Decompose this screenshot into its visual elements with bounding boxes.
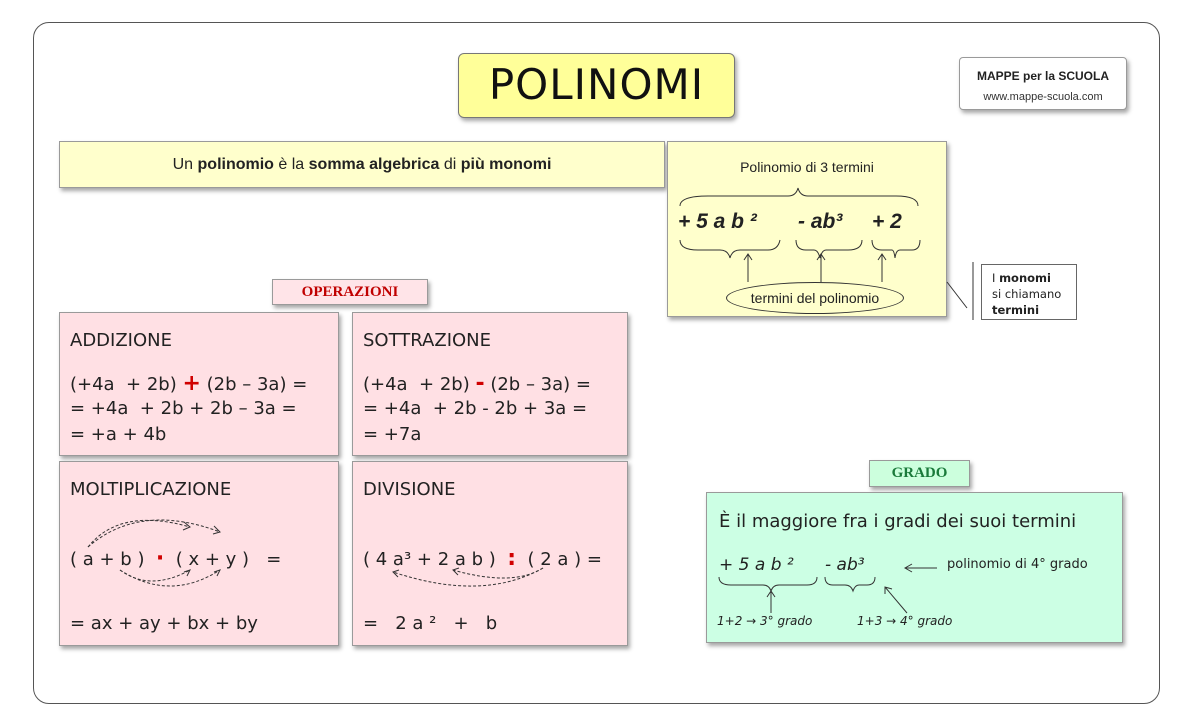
subtraction-line-2: = +4a + 2b - 2b + 3a = bbox=[363, 398, 588, 419]
def-bold: polinomio bbox=[197, 156, 274, 173]
grado-degree-1: 1+2 → 3° grado bbox=[717, 614, 813, 628]
brand-url[interactable]: www.mappe-scuola.com bbox=[983, 91, 1103, 103]
note-text: I bbox=[992, 271, 1000, 285]
times-operator: · bbox=[155, 546, 165, 571]
expr-part: ( 2 a ) = bbox=[516, 549, 602, 570]
addition-box bbox=[59, 312, 339, 456]
addition-title: ADDIZIONE bbox=[70, 330, 172, 351]
expr-part: (2b – 3a) = bbox=[200, 374, 308, 395]
division-arrows bbox=[353, 462, 629, 647]
note-text: si chiamano bbox=[992, 287, 1062, 301]
def-bold: più bbox=[460, 156, 485, 173]
grado-header: GRADO bbox=[869, 460, 970, 487]
note-connector bbox=[945, 262, 985, 322]
def-text: di bbox=[439, 156, 461, 173]
plus-operator: + bbox=[182, 371, 201, 396]
minus-operator: - bbox=[475, 371, 485, 396]
example-term-1: + 5 a b ² bbox=[678, 210, 757, 233]
brand-name: MAPPE per la SCUOLA bbox=[976, 69, 1110, 83]
def-text: Un bbox=[172, 156, 198, 173]
division-box bbox=[352, 461, 628, 646]
definition-box bbox=[59, 141, 665, 188]
expr-part: (+4a + 2b) bbox=[363, 374, 476, 395]
expr-part: (+4a + 2b) bbox=[70, 374, 183, 395]
brand-box bbox=[959, 57, 1127, 110]
multiplication-arrows bbox=[60, 462, 340, 647]
expr-part: ( 4 a³ + 2 a b ) bbox=[363, 549, 508, 570]
note-bold: monomi bbox=[999, 271, 1051, 285]
def-text: è la bbox=[273, 156, 309, 173]
grado-braces bbox=[707, 493, 1124, 644]
division-line-2: = 2 a ² + b bbox=[363, 613, 498, 634]
example-caption: Polinomio di 3 termini bbox=[740, 159, 874, 175]
multiplication-title: MOLTIPLICAZIONE bbox=[70, 479, 232, 500]
subtraction-title: SOTTRAZIONE bbox=[363, 330, 492, 351]
addition-line-1 bbox=[70, 371, 307, 396]
example-box bbox=[667, 141, 947, 317]
multiplication-line-2: = ax + ay + bx + by bbox=[70, 613, 258, 634]
example-term-2: - ab³ bbox=[798, 210, 843, 233]
expr-part: ( a + b ) bbox=[70, 549, 156, 570]
multiplication-box bbox=[59, 461, 339, 646]
def-bold: monomi bbox=[489, 156, 552, 173]
grado-term-1: + 5 a b ² bbox=[719, 555, 794, 575]
addition-line-3: = +a + 4b bbox=[70, 424, 167, 445]
grado-result: polinomio di 4° grado bbox=[947, 557, 1088, 572]
example-braces bbox=[668, 142, 948, 318]
grado-degree-2: 1+3 → 4° grado bbox=[857, 614, 953, 628]
expr-part: ( x + y ) = bbox=[164, 549, 282, 570]
example-term-3: + 2 bbox=[872, 210, 902, 233]
grado-box bbox=[706, 492, 1123, 643]
note-box bbox=[981, 264, 1077, 320]
def-bold: somma algebrica bbox=[308, 156, 440, 173]
terms-label: termini del polinomio bbox=[726, 282, 904, 314]
expr-part: (2b – 3a) = bbox=[484, 374, 591, 395]
subtraction-box bbox=[352, 312, 628, 456]
subtraction-line-1 bbox=[363, 371, 591, 396]
divide-operator: : bbox=[507, 546, 517, 571]
page-title: POLINOMI bbox=[458, 53, 735, 118]
addition-line-2: = +4a + 2b + 2b – 3a = bbox=[70, 398, 297, 419]
operations-header: OPERAZIONI bbox=[272, 279, 428, 305]
division-title: DIVISIONE bbox=[363, 479, 456, 500]
subtraction-line-3: = +7a bbox=[363, 424, 422, 445]
grado-term-2: - ab³ bbox=[825, 555, 865, 575]
grado-definition: È il maggiore fra i gradi dei suoi termini bbox=[719, 511, 1077, 532]
note-bold: termini bbox=[992, 303, 1040, 317]
